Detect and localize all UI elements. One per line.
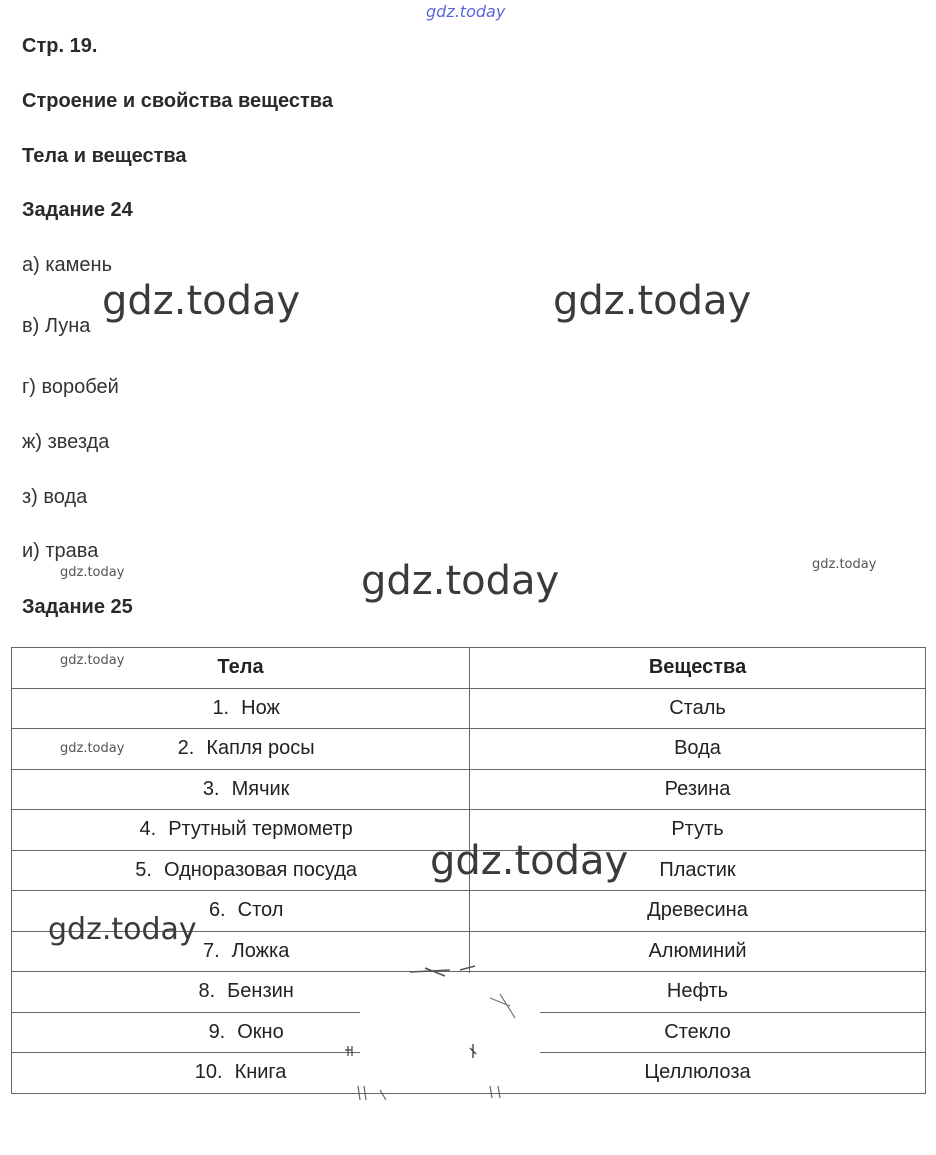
substance-cell: Вода — [470, 729, 926, 770]
row-number: 5. — [135, 858, 152, 881]
watermark-small: gdz.today — [60, 565, 125, 580]
body-cell — [12, 769, 470, 810]
row-number: 3. — [202, 777, 220, 800]
row-number: 4. — [139, 818, 157, 841]
watermark-small: gdz.today — [60, 741, 125, 756]
watermark-big: gdz.today — [553, 278, 752, 324]
substance-cell: Сталь — [470, 688, 926, 729]
row-number: 6. — [208, 899, 226, 922]
body-name: Бензин — [227, 980, 294, 1003]
column-header-substances: Вещества — [470, 648, 926, 689]
body-name: Окно — [237, 1020, 284, 1043]
body-name: Ртутный термометр — [168, 818, 353, 841]
body-name: Книга — [234, 1061, 287, 1084]
substance-cell: Целлюлоза — [470, 1053, 926, 1094]
row-number: 8. — [198, 980, 216, 1003]
task-24-item: а) камень — [22, 254, 112, 276]
substance-cell: Алюминий — [470, 931, 926, 972]
body-name: Одноразовая посуда — [163, 858, 358, 881]
body-name: Капля росы — [206, 737, 315, 760]
erased-patch — [340, 958, 550, 1108]
row-number: 1. — [212, 696, 230, 719]
table-header-row — [12, 648, 926, 689]
table-row — [12, 769, 926, 810]
substance-cell: Ртуть — [470, 810, 926, 851]
watermark-small: gdz.today — [812, 557, 877, 572]
task-24-item: з) вода — [22, 486, 88, 508]
body-cell — [12, 688, 470, 729]
body-name: Нож — [241, 696, 280, 719]
column-header-bodies: Тела — [12, 648, 470, 689]
substance-cell: Нефть — [470, 972, 926, 1013]
row-number: 9. — [208, 1020, 226, 1043]
row-number: 10. — [194, 1061, 223, 1084]
watermark-big: gdz.today — [361, 558, 560, 604]
watermark-small: gdz.today — [60, 653, 125, 668]
task-24-item: г) воробей — [22, 376, 119, 398]
task-24-title: Задание 24 — [22, 199, 133, 221]
substance-cell: Пластик — [470, 850, 926, 891]
watermark-big: gdz.today — [430, 838, 629, 884]
substance-cell: Древесина — [470, 891, 926, 932]
table-row — [12, 729, 926, 770]
body-cell — [12, 850, 470, 891]
watermark-top: gdz.today — [426, 2, 506, 21]
task-24-item: в) Луна — [22, 315, 91, 337]
task-25-title: Задание 25 — [22, 596, 133, 618]
task-24-item: и) трава — [22, 540, 99, 562]
page-number: Стр. 19. — [22, 35, 98, 57]
row-number: 7. — [202, 939, 220, 962]
table-row — [12, 688, 926, 729]
body-cell — [12, 810, 470, 851]
section-title: Строение и свойства вещества — [22, 90, 333, 112]
body-name: Стол — [237, 899, 284, 922]
substance-cell: Резина — [470, 769, 926, 810]
row-number: 2. — [177, 737, 195, 760]
subsection-title: Тела и вещества — [22, 145, 187, 167]
task-24-item: ж) звезда — [22, 431, 110, 453]
substance-cell: Стекло — [470, 1012, 926, 1053]
watermark-big: gdz.today — [102, 278, 301, 324]
watermark-big: gdz.today — [48, 912, 197, 947]
body-name: Ложка — [231, 939, 290, 962]
body-name: Мячик — [231, 777, 290, 800]
